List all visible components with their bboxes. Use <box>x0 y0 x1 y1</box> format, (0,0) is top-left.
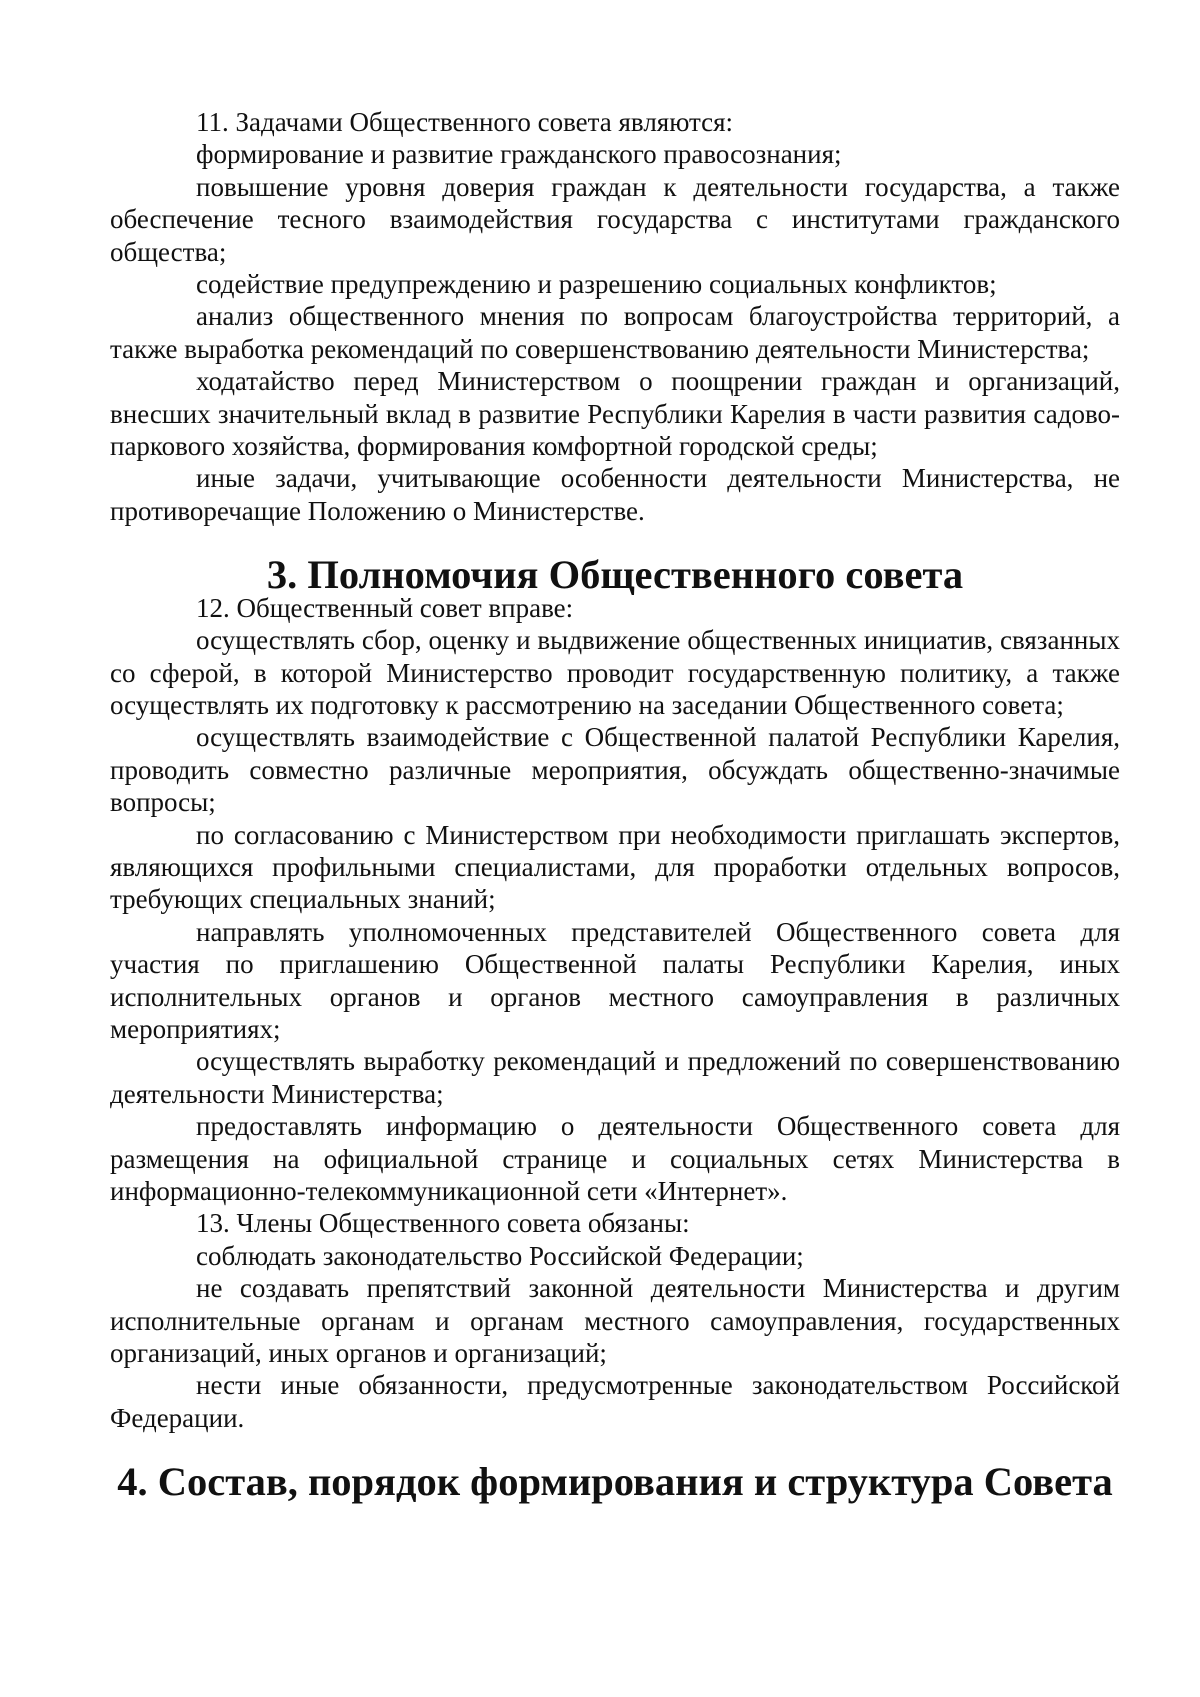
document-page <box>110 106 1120 1505</box>
task-item: анализ общественного мнения по вопросам благоустройства территорий, а также выработка рекомендаций по совершенствованию деятельности Министерства; <box>110 301 1120 364</box>
task-item: иные задачи, учитывающие особенности деятельности Министерства, не противоречащие Положению о Министерстве. <box>110 463 1120 526</box>
right-item: по согласованию с Министерством при необходимости приглашать экспертов, являющихся профильными специалистами, для проработки отдельных вопросов, требующих специальных знаний; <box>110 819 1120 915</box>
duty-item: нести иные обязанности, предусмотренные законодательством Российской Федерации. <box>110 1370 1120 1433</box>
section-4-heading: 4. Состав, порядок формирования и структура Совета <box>117 1459 1113 1505</box>
clause-13-intro: 13. Члены Общественного совета обязаны: <box>196 1208 690 1239</box>
duty-item: соблюдать законодательство Российской Федерации; <box>196 1240 804 1271</box>
right-item: предоставлять информацию о деятельности Общественного совета для размещения на официальной странице и социальных сетях Министерства в информационно-телекоммуникационной сети «Интернет». <box>110 1111 1120 1206</box>
task-item: формирование и развитие гражданского правосознания; <box>196 139 842 170</box>
task-item: содействие предупреждению и разрешению социальных конфликтов; <box>196 269 997 300</box>
task-item: повышение уровня доверия граждан к деятельности государства, а также обеспечение тесного взаимодействия государства с институтами гражданского общества; <box>110 171 1120 267</box>
right-item: направлять уполномоченных представителей Общественного совета для участия по приглашению Общественной палаты Республики Карелия, иных исполнительных органов и органов местного самоуправления в различных мероприятиях; <box>110 916 1120 1044</box>
task-item: ходатайство перед Министерством о поощрении граждан и организаций, внесших значительный вклад в развитие Республики Карелия в части развития садово-паркового хозяйства, формирования комфортной городской среды; <box>110 366 1120 462</box>
right-item: осуществлять взаимодействие с Общественной палатой Республики Карелия, проводить совместно различные мероприятия, обсуждать общественно-значимые вопросы; <box>110 722 1120 818</box>
right-item: осуществлять сбор, оценку и выдвижение общественных инициатив, связанных со сферой, в которой Министерство проводит государственную политику, а также осуществлять их подготовку к рассмотрению на заседании Общественного совета; <box>110 625 1120 720</box>
section-3-heading: 3. Полномочия Общественного совета <box>266 552 964 598</box>
clause-11-intro: 11. Задачами Общественного совета являются: <box>196 107 734 137</box>
duty-item: не создавать препятствий законной деятельности Министерства и другим исполнительные органам и органам местного самоуправления, государственных организаций, иных органов и организаций; <box>110 1273 1120 1369</box>
right-item: осуществлять выработку рекомендаций и предложений по совершенствованию деятельности Министерства; <box>110 1046 1120 1109</box>
clause-12-intro: 12. Общественный совет вправе: <box>196 592 574 623</box>
